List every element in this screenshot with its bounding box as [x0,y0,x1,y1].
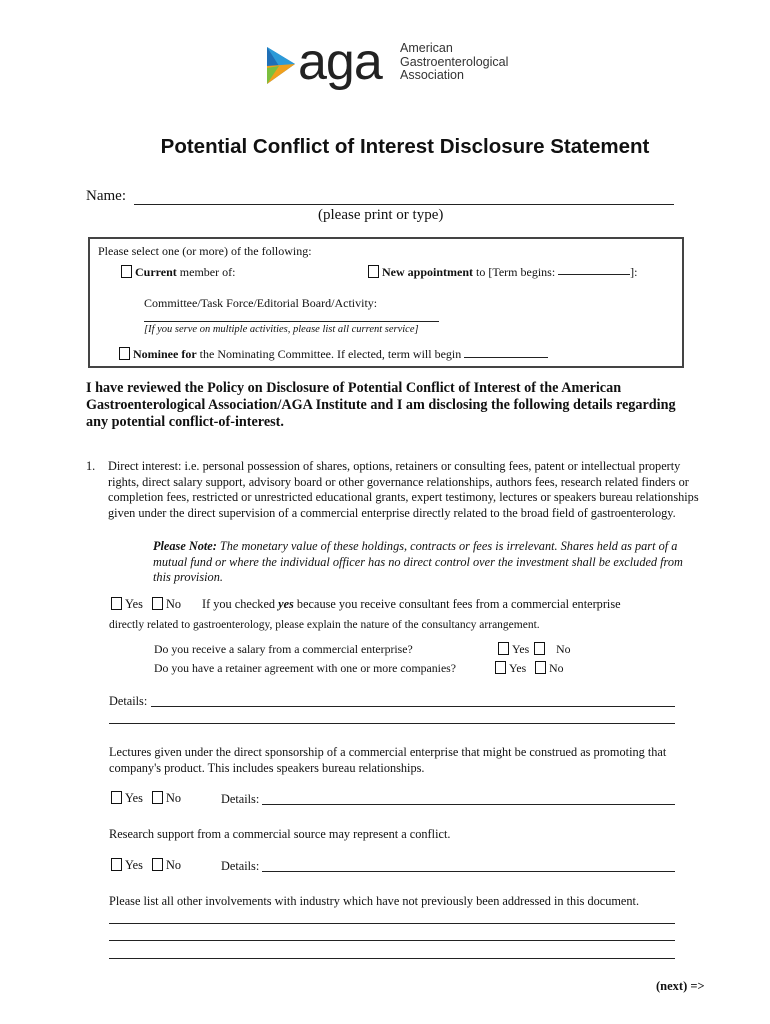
other-field-1[interactable] [109,923,675,924]
please-note-label: Please Note: [153,539,217,553]
if-checked-pre: If you checked [202,597,279,611]
lectures-details-field[interactable] [262,804,675,805]
aga-logo-mark-icon [265,44,299,88]
selection-intro: Please select one (or more) of the following: [98,244,312,258]
consultant-fees-text [202,597,621,613]
salary-no-label: No [556,642,571,656]
term-begins-field[interactable] [558,274,630,275]
current-member-checkbox[interactable] [121,265,132,278]
disclosure-statement: I have reviewed the Policy on Disclosure of Potential Conflict of Interest of the American Gastroenterological Association/AGA Institute and I am disclosing the following details regarding any potential conflict-of-interest. [86,380,676,430]
research-no-label: No [165,858,182,872]
research-details-field[interactable] [262,871,675,872]
research-details-label: Details: [221,859,260,873]
salary-no-checkbox[interactable] [534,642,545,655]
please-note-text: The monetary value of these holdings, contracts or fees is irrelevant. Shares held as part of a mutual fund or where the individual officer has no direct control over the investment shall be excluded from this provision. [153,539,683,584]
research-yes-label: Yes [125,858,143,872]
research-text: Research support from a commercial source may represent a conflict. [109,827,451,841]
salary-question: Do you receive a salary from a commercial enterprise? [154,642,413,656]
nominee-checkbox[interactable] [119,347,130,360]
retainer-question: Do you have a retainer agreement with one or more companies? [154,661,457,675]
item-1-yes-checkbox[interactable] [111,597,122,610]
lectures-no-label: No [165,791,182,805]
new-appointment-checkbox[interactable] [368,265,379,278]
salary-yes-checkbox[interactable] [498,642,509,655]
salary-yes-no [498,642,571,657]
lectures-details-label: Details: [221,792,260,806]
lectures-no-checkbox[interactable] [152,791,163,804]
nominee-option[interactable] [119,347,548,362]
item-1-details-field-2[interactable] [109,723,675,724]
logo-line-3: Association [400,68,464,82]
logo-line-2: Gastroenterological [400,54,509,69]
name-hint: (please print or type) [318,207,444,223]
item-1-details-label: Details: [109,694,148,708]
current-label: Current [135,265,177,279]
item-1-text: Direct interest: i.e. personal possession of shares, options, retainers or consulting fees, patent or intellectual property rights, direct salary support, advisory board or other governance relationships, authors fees, research related finders or completion fees, restricted or unrestricted educational grants, expert testimony, lectures or speakers bureau relationships given under the direct supervision of a commercial enterprise directly related to the broad field of gastroenterology. [108,459,699,520]
current-rest: member of: [176,265,236,279]
committee-field[interactable] [144,321,439,322]
item-1-no-label: No [165,597,182,611]
aga-logo [262,33,522,96]
other-field-2[interactable] [109,940,675,941]
lectures-yes-checkbox[interactable] [111,791,122,804]
term-begin-field[interactable] [464,347,548,358]
lectures-text: Lectures given under the direct sponsorship of a commercial enterprise that might be construed as promoting that company's product. This includes speakers bureau relationships. [109,745,667,775]
consultancy-explain: directly related to gastroenterology, please explain the nature of the consultancy arrangement. [109,619,540,631]
item-1-details-field[interactable] [151,706,675,707]
nominee-label: Nominee for [133,347,197,361]
lectures-yes-label: Yes [125,791,143,805]
retainer-yes-checkbox[interactable] [495,661,506,674]
new-appointment-rest: to [Term begins: [473,265,559,279]
multiple-activities-note: [If you serve on multiple activities, please list all current service] [144,324,419,335]
current-member-option[interactable] [121,265,235,280]
lectures-yes-no [111,791,181,807]
name-field[interactable] [134,204,674,205]
retainer-no-checkbox[interactable] [535,661,546,674]
research-no-checkbox[interactable] [152,858,163,871]
next-link[interactable]: (next) => [656,979,705,993]
new-appointment-label: New appointment [382,265,474,279]
if-checked-yes: yes [278,597,294,611]
logo-wordmark: aga [298,33,382,91]
retainer-yes-label: Yes [509,661,527,675]
salary-yes-label: Yes [512,642,530,656]
other-involvements-text: Please list all other involvements with industry which have not previously been addressed in this document. [109,894,640,908]
retainer-yes-no [495,661,564,676]
item-1-number: 1. [86,459,96,473]
logo-line-1: American [400,41,453,55]
research-yes-checkbox[interactable] [111,858,122,871]
name-label: Name: [86,188,126,204]
new-appointment-end: ]: [630,265,638,279]
item-1-no-checkbox[interactable] [152,597,163,610]
other-field-3[interactable] [109,958,675,959]
item-1-yes-no [111,597,181,613]
nominee-rest: the Nominating Committee. If elected, term will begin [196,347,465,361]
please-note [153,539,698,586]
page-title: Potential Conflict of Interest Disclosure Statement [160,135,650,158]
committee-label: Committee/Task Force/Editorial Board/Activity: [144,296,378,310]
if-checked-post: because you receive consultant fees from a commercial enterprise [293,597,621,611]
item-1-yes-label: Yes [125,597,143,611]
research-yes-no [111,858,181,874]
retainer-no-label: No [549,661,564,675]
new-appointment-option[interactable] [368,265,638,280]
